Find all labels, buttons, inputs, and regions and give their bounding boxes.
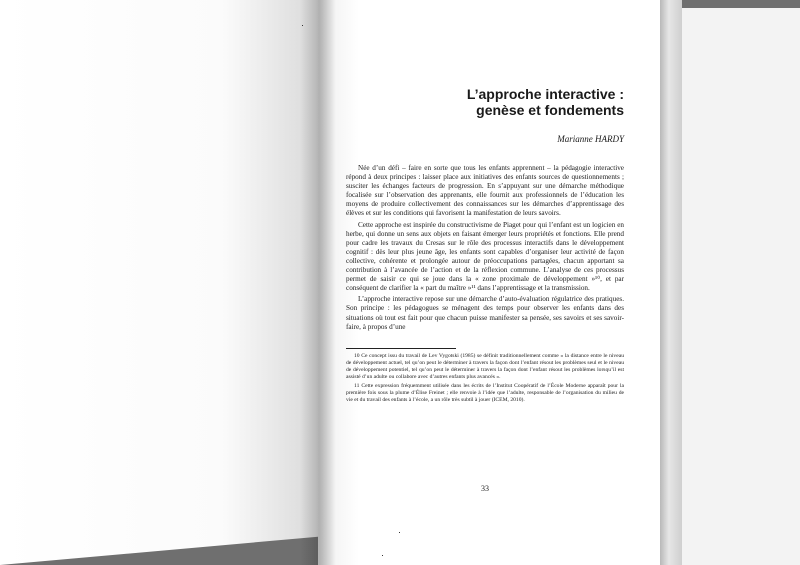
background-sheet [682, 8, 800, 565]
chapter-title-line-2: genèse et fondements [476, 102, 624, 118]
footnote-10: 10 Ce concept issu du travail de Lev Vygotski (1985) se définit traditionnellement comme « la distance entre le niveau de développement actuel, tel qu’on peut le déterminer à travers la façon dont l’enfant résout les problèmes seul et le niveau de développement potentiel, tel qu’on peut le déterminer à travers la façon dont l’enfant résout les problèmes lorsqu’il est assisté d’un adulte ou collabore avec d’autres enfants plus avancés ». [346, 352, 624, 381]
scan-speck [382, 555, 383, 556]
page-content [346, 86, 624, 405]
scan-speck [399, 532, 400, 533]
paragraph-3: L’approche interactive repose sur une démarche d’auto-évaluation régulatrice des pratiques. Son principe : les pédagogues se ménagent des temps pour observer les enfants dans des situations où tout est fait pour que chacun puisse manifester sa pensée, ses savoirs et ses savoir-faire, à propos d’une [346, 295, 624, 331]
chapter-title-line-1: L’approche interactive : [466, 86, 624, 102]
body-text [346, 164, 624, 332]
footnotes [346, 353, 624, 404]
paragraph-2: Cette approche est inspirée du constructivisme de Piaget pour qui l’enfant est un logicien en herbe, qui donne un sens aux objets en faisant émerger leurs propriétés et fonctions. Elle prend pour cadre les travaux du Cresas sur le rôle des processus interactifs dans le développement cognitif : dès leur plus jeune âge, les enfants sont capables d’organiser leur activité de façon collective, cohérente et prolongée autour de préoccupations partagées, chacun apportant sa contribution à l’avancée de l’action et de la réflexion commune. L’analyse de ces processus permet de saisir ce qui se joue dans la « zone proximale de développement »¹⁰, et par conséquent de clarifier la « part du maître »¹¹ dans l’apprentissage et la transmission. [346, 220, 624, 293]
footnote-separator [346, 348, 456, 349]
left-page-blank [0, 0, 318, 565]
page-number: 33 [481, 484, 489, 493]
footnote-11: 11 Cette expression fréquemment utilisée dans les écrits de l’Institut Coopératif de l’École Moderne apparaît pour la première fois sous la plume d’Élise Freinet ; elle renvoie à l’idée que l’adulte, responsable de l’organisation du milieu de vie et du travail des enfants à l’école, a un rôle très subtil à jouer (ICEM, 2010). [346, 382, 624, 403]
chapter-title [346, 86, 624, 118]
scan-speck [302, 25, 303, 26]
paragraph-1: Née d’un défi – faire en sorte que tous les enfants apprennent – la pédagogie interactive répond à deux principes : laisser place aux initiatives des enfants sources de questionnements ; susciter les échanges facteurs de progression. En s’appuyant sur une démarche méthodique focalisée sur l’observation des apprenants, elle fournit aux professionnels de l’éducation les moyens de produire collectivement des connaissances sur les démarches d’apprentissage des élèves et sur les conditions qui favorisent la manifestation de leurs savoirs. [346, 164, 624, 218]
page-edge [660, 0, 682, 565]
author-name: Marianne HARDY [557, 134, 624, 144]
